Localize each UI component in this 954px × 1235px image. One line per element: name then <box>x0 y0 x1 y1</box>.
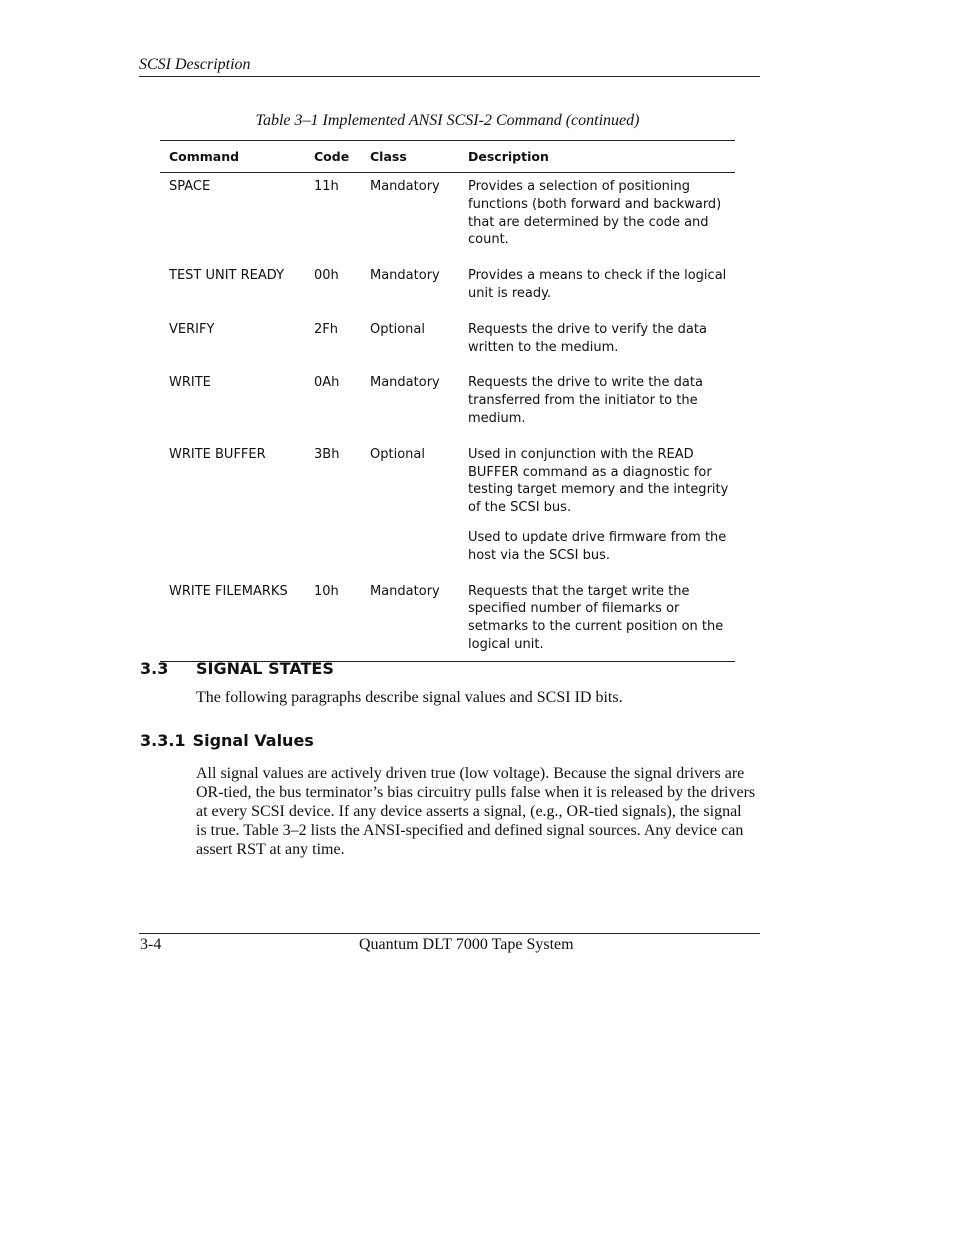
footer-document-title: Quantum DLT 7000 Tape System <box>359 936 574 953</box>
section-title: SIGNAL STATES <box>196 659 334 678</box>
description-cell <box>468 321 735 370</box>
description-cell <box>468 446 735 578</box>
description-text: Provides a selection of positioning functions (both forward and backward) that are determined by the code and count. <box>468 179 722 248</box>
description-text: Requests that the target write the specified number of filemarks or setmarks to the current position on the logical unit. <box>468 583 724 652</box>
description-cell <box>468 178 735 262</box>
class-cell: Mandatory <box>370 268 440 284</box>
subsection-number: 3.3.1 <box>140 731 186 750</box>
code-cell: 00h <box>314 268 339 284</box>
table-row <box>160 578 735 661</box>
description-cell <box>468 267 735 316</box>
class-cell: Optional <box>370 321 425 337</box>
table-row <box>160 173 735 262</box>
code-cell: 2Fh <box>314 321 338 337</box>
table-row <box>160 369 735 440</box>
code-cell: 0Ah <box>314 375 340 391</box>
description-text: Provides a means to check if the logical unit is ready. <box>468 268 727 301</box>
subsection-heading <box>140 731 314 750</box>
page-number: 3-4 <box>140 936 162 953</box>
command-cell: VERIFY <box>169 321 215 337</box>
subsection-title: Signal Values <box>192 731 314 750</box>
table-header-row <box>160 141 735 173</box>
command-cell: SPACE <box>169 179 211 194</box>
column-header-command: Command <box>169 148 240 164</box>
description-cell <box>468 583 735 654</box>
description-text: Used to update drive firmware from the host via the SCSI bus. <box>468 529 727 563</box>
description-text: Used in conjunction with the READ BUFFER command as a diagnostic for testing target memory and the integrity of the SCSI bus. <box>468 446 729 516</box>
code-cell: 11h <box>314 179 339 194</box>
section-heading <box>140 659 334 678</box>
code-cell: 10h <box>314 583 339 599</box>
description-text: Requests the drive to write the data transferred from the initiator to the medium. <box>468 375 703 426</box>
column-header-class: Class <box>370 148 407 164</box>
column-header-code: Code <box>314 148 350 164</box>
class-cell: Mandatory <box>370 375 440 391</box>
command-cell: WRITE BUFFER <box>169 446 266 462</box>
section-intro-paragraph: The following paragraphs describe signal values and SCSI ID bits. <box>196 689 623 706</box>
code-cell: 3Bh <box>314 446 340 462</box>
command-cell: TEST UNIT READY <box>169 268 285 284</box>
column-header-description: Description <box>468 148 549 164</box>
command-cell: WRITE FILEMARKS <box>169 583 288 599</box>
table-caption: Table 3–1 Implemented ANSI SCSI-2 Command (continued) <box>255 112 640 129</box>
table-row <box>160 262 735 316</box>
class-cell: Mandatory <box>370 179 440 194</box>
footer-rule <box>139 933 760 934</box>
section-number: 3.3 <box>140 659 169 678</box>
table-row <box>160 316 735 370</box>
description-cell <box>468 374 735 440</box>
class-cell: Mandatory <box>370 583 440 599</box>
command-cell: WRITE <box>169 375 211 391</box>
description-text: Requests the drive to verify the data written to the medium. <box>468 321 707 355</box>
class-cell: Optional <box>370 446 425 462</box>
command-table <box>160 140 735 662</box>
table-row <box>160 441 735 578</box>
subsection-body-paragraph: All signal values are actively driven true (low voltage). Because the signal drivers are OR-tied, the bus terminator’s bias circuitry pulls false when it is released by the drivers at every SCSI device. If any device asserts a signal, (e.g., OR-tied signals), the signal is true. Table 3–2 lists the ANSI-specified and defined signal sources. Any device can assert RST at any time. <box>196 765 756 858</box>
header-rule <box>139 76 760 77</box>
running-header-title: SCSI Description <box>139 56 251 73</box>
